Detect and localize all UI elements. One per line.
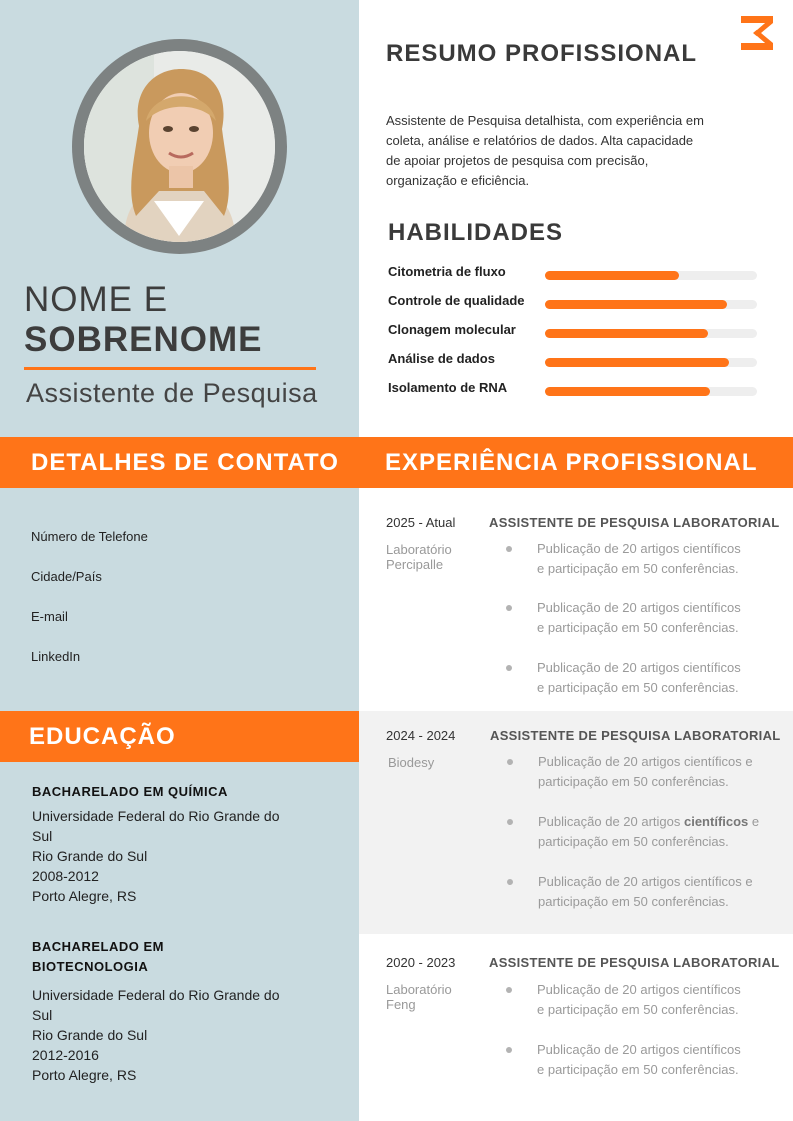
job-bullet: Publicação de 20 artigos científicos e participação em 50 conferências. bbox=[537, 660, 741, 695]
bullet-dot-icon bbox=[506, 987, 512, 993]
skill-label: Análise de dados bbox=[388, 351, 495, 366]
skill-label: Citometria de fluxo bbox=[388, 264, 506, 279]
skill-level-bar bbox=[545, 387, 710, 396]
skills-heading: HABILIDADES bbox=[388, 219, 564, 246]
job-company-cont: Feng bbox=[386, 997, 416, 1012]
skill-level-bar bbox=[545, 329, 708, 338]
contact-phone: Número de Telefone bbox=[31, 529, 148, 544]
contact-heading: DETALHES DE CONTATO bbox=[31, 449, 339, 476]
experience-heading: EXPERIÊNCIA PROFISSIONAL bbox=[385, 449, 758, 476]
skill-level-track bbox=[545, 358, 757, 367]
skill-label: Clonagem molecular bbox=[388, 322, 516, 337]
bullet-dot-icon bbox=[506, 665, 512, 671]
bullet-dot-icon bbox=[506, 605, 512, 611]
job-role: ASSISTENTE DE PESQUISA LABORATORIAL bbox=[490, 728, 781, 743]
contact-linkedin: LinkedIn bbox=[31, 649, 81, 664]
job-bullet: Publicação de 20 artigos científicos e participação em 50 conferências. bbox=[537, 1042, 741, 1077]
skill-label: Controle de qualidade bbox=[388, 293, 525, 308]
edu-region: Rio Grande do Sul bbox=[32, 848, 148, 864]
job-role: ASSISTENTE DE PESQUISA LABORATORIAL bbox=[489, 515, 780, 530]
education-heading: EDUCAÇÃO bbox=[29, 723, 176, 750]
job-company: Biodesy bbox=[388, 755, 435, 770]
edu-degree-cont: BIOTECNOLOGIA bbox=[32, 959, 149, 974]
bullet-dot-icon bbox=[507, 759, 513, 765]
bullet-dot-icon bbox=[506, 546, 512, 552]
skill-row bbox=[388, 380, 768, 400]
skill-level-bar bbox=[545, 271, 679, 280]
portrait-photo bbox=[84, 51, 275, 242]
contact-section-bar bbox=[0, 437, 359, 488]
job-company-cont: Percipalle bbox=[386, 557, 444, 572]
job-title: Assistente de Pesquisa bbox=[26, 378, 318, 408]
edu-years: 2012-2016 bbox=[32, 1047, 99, 1063]
portrait-photo-icon bbox=[84, 51, 275, 242]
name-last-line: SOBRENOME bbox=[24, 320, 263, 359]
skill-row bbox=[388, 264, 768, 284]
bullet-dot-icon bbox=[507, 819, 513, 825]
job-bullet: Publicação de 20 artigos científicos e participação em 50 conferências. bbox=[538, 814, 760, 849]
job-dates: 2025 - Atual bbox=[386, 515, 456, 530]
skill-level-bar bbox=[545, 300, 727, 309]
bullet-dot-icon bbox=[507, 879, 513, 885]
job-company: Laboratório bbox=[386, 542, 452, 557]
brand-logo-icon bbox=[740, 15, 774, 51]
job-bullet: Publicação de 20 artigos científicos e participação em 50 conferências. bbox=[537, 600, 741, 635]
edu-region: Rio Grande do Sul bbox=[32, 1027, 148, 1043]
skill-level-track bbox=[545, 271, 757, 280]
edu-years: 2008-2012 bbox=[32, 868, 99, 884]
edu-school: Universidade Federal do Rio Grande do bbox=[32, 808, 280, 824]
skill-level-track bbox=[545, 387, 757, 396]
edu-city: Porto Alegre, RS bbox=[32, 888, 137, 904]
contact-city-country: Cidade/País bbox=[31, 569, 102, 584]
contact-email: E-mail bbox=[31, 609, 68, 624]
skill-label: Isolamento de RNA bbox=[388, 380, 508, 395]
edu-city: Porto Alegre, RS bbox=[32, 1067, 137, 1083]
name-underline-divider bbox=[24, 367, 316, 370]
job-dates: 2024 - 2024 bbox=[386, 728, 456, 743]
job-bullet: Publicação de 20 artigos científicos e participação em 50 conferências. bbox=[538, 754, 753, 789]
edu-school-cont: Sul bbox=[32, 828, 53, 844]
skill-level-track bbox=[545, 300, 757, 309]
experience-section-bar bbox=[359, 437, 793, 488]
skill-level-bar bbox=[545, 358, 729, 367]
edu-degree: BACHARELADO EM bbox=[32, 939, 164, 954]
job-role: ASSISTENTE DE PESQUISA LABORATORIAL bbox=[489, 955, 780, 970]
edu-school-cont: Sul bbox=[32, 1007, 53, 1023]
skill-level-track bbox=[545, 329, 757, 338]
edu-school: Universidade Federal do Rio Grande do bbox=[32, 987, 280, 1003]
skill-row bbox=[388, 293, 768, 313]
edu-degree: BACHARELADO EM QUÍMICA bbox=[32, 784, 228, 799]
skill-row bbox=[388, 351, 768, 371]
education-section-bar bbox=[0, 711, 359, 762]
summary-heading: RESUMO PROFISSIONAL bbox=[386, 40, 698, 67]
job-bullet: Publicação de 20 artigos científicos e participação em 50 conferências. bbox=[537, 541, 741, 576]
skill-row bbox=[388, 322, 768, 342]
job-bullet: Publicação de 20 artigos científicos e participação em 50 conferências. bbox=[537, 982, 741, 1017]
profile-photo-ring bbox=[72, 39, 287, 254]
job-bullet: Publicação de 20 artigos científicos e participação em 50 conferências. bbox=[538, 874, 753, 909]
job-dates: 2020 - 2023 bbox=[386, 955, 456, 970]
name-first-line: NOME E bbox=[24, 280, 169, 319]
job-company: Laboratório bbox=[386, 982, 452, 997]
summary-text: Assistente de Pesquisa detalhista, com experiência em coleta, análise e relatórios de dados. Alta capacidade de apoiar projetos de pesquisa com precisão, organização e eficiência. bbox=[386, 113, 704, 188]
bullet-dot-icon bbox=[506, 1047, 512, 1053]
